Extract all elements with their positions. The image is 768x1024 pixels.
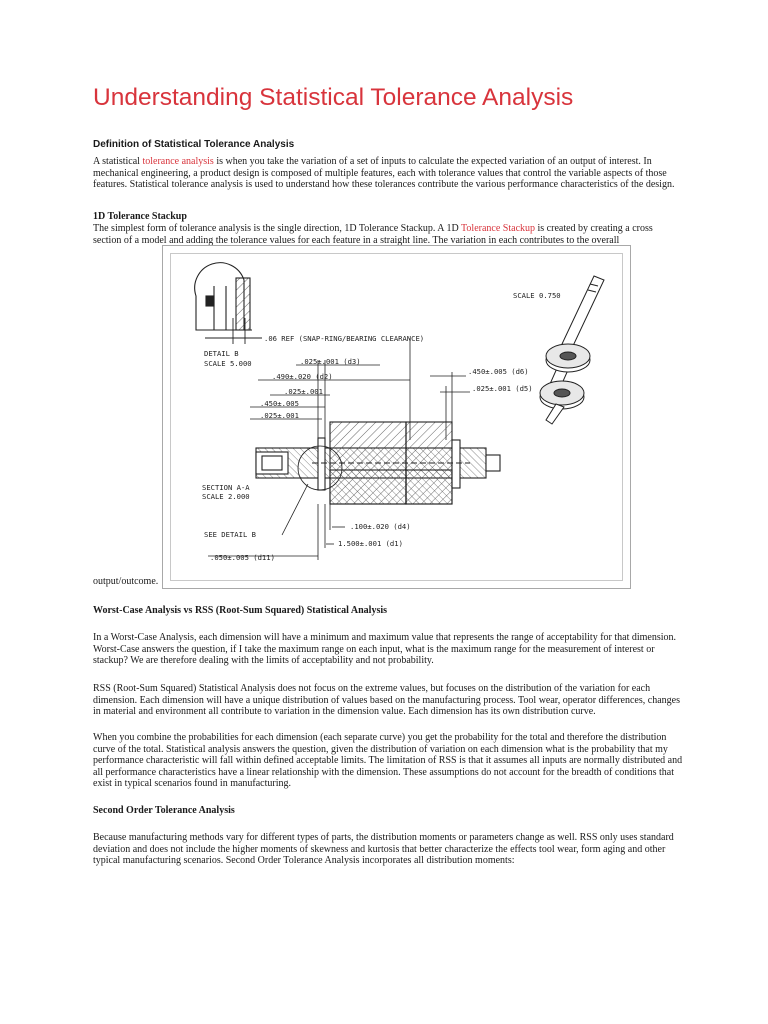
see-detail: SEE DETAIL B [204, 530, 256, 539]
dim-025b: .025±.001 [260, 411, 299, 420]
ref-label: .06 REF (SNAP-RING/BEARING CLEARANCE) [264, 334, 425, 343]
section-scale: SCALE 2.000 [202, 492, 250, 501]
definition-paragraph: A statistical tolerance analysis is when you take the variation of a set of inputs to calculate the expected variation of an output of interest. In mechanical engineering, a product design is composed of multiple features, each with tolerance values that control the variable aspects of those features. Statistical tolerance analysis is used to understand how these tolerances contribute the various performance characteristics of the design. [93, 156, 675, 190]
dim-d3: .025±.001 (d3) [300, 357, 361, 366]
dim-d1: 1.500±.001 (d1) [338, 539, 403, 548]
detail-b-inset [195, 263, 252, 330]
tolerance-stackup-link[interactable]: Tolerance Stackup [461, 223, 536, 234]
dim-d4: .100±.020 (d4) [350, 522, 411, 531]
stackup-heading: 1D Tolerance Stackup [93, 211, 187, 222]
dim-d2: .490±.020 (d2) [272, 372, 333, 381]
combined-probability-paragraph: When you combine the probabilities for each dimension (each separate curve) you get the probability for the total and therefore the distribution curve of the total. Statistical analysis answers the question, given the distribution of variation on each dimension what is the probability that my performance characteristic will fall within defined acceptable limits. The limitation of RSS is that it assumes all inputs are normally distributed and all performance characteristics have a linear relationship with the dimension. These assumptions do not account for the breadth of conditions that exist in typical scenarios found in manufacturing. [93, 732, 683, 789]
dim-d6: .450±.005 (d6) [468, 367, 529, 376]
dim-450: .450±.005 [260, 399, 299, 408]
stackup-paragraph-tail: output/outcome. [93, 576, 159, 587]
stackup-paragraph: The simplest form of tolerance analysis is the single direction, 1D Tolerance Stackup. A 1D Tolerance Stackup is created by creating a cross section of a model and adding the tolerance values for each feature in a straight line. The variation in each contributes to the overall [93, 223, 653, 246]
iso-scale: SCALE 0.750 [513, 291, 561, 300]
dim-d5: .025±.001 (d5) [472, 384, 533, 393]
worst-case-paragraph-1: In a Worst-Case Analysis, each dimension will have a minimum and maximum value that represents the range of acceptability for that dimension. Worst-Case answers the question, if I take the maximum range on each input, what is the maximum range for the measurement of interest or stackup? We are therefore dealing with the limits of acceptability and not probability. [93, 632, 677, 666]
worst-case-heading: Worst-Case Analysis vs RSS (Root-Sum Squared) Statistical Analysis [93, 605, 388, 616]
dim-d11: .050±.005 (d11) [210, 553, 275, 562]
page-title: Understanding Statistical Tolerance Analysis [93, 84, 574, 111]
definition-heading: Definition of Statistical Tolerance Analysis [93, 139, 295, 150]
detail-label: DETAIL B [204, 349, 239, 358]
detail-scale: SCALE 5.000 [204, 359, 252, 368]
section-view [256, 422, 500, 504]
rss-paragraph: RSS (Root-Sum Squared) Statistical Analysis does not focus on the extreme values, but focuses on the distribution of the variation for each dimension. Each dimension will have a unique distribution of values based on the manufacturing process. Tool wear, operator differences, changes in material and environment all contribute to variation in the dimension value. Each dimension has its own distribution curve. [93, 683, 680, 717]
second-order-heading: Second Order Tolerance Analysis [93, 805, 235, 816]
tolerance-analysis-link[interactable]: tolerance analysis [142, 156, 214, 167]
section-label: SECTION A-A [202, 483, 250, 492]
dim-025a: .025±.001 [284, 387, 323, 396]
second-order-paragraph: Because manufacturing methods vary for different types of parts, the distribution moments or parameters change as well. RSS only uses standard deviation and does not include the higher moments of skewness and kurtosis that better characterize the effects tool wear, form aging and other typical manufacturing scenarios. Second Order Tolerance Analysis incorporates all distribution moments: [93, 832, 674, 866]
